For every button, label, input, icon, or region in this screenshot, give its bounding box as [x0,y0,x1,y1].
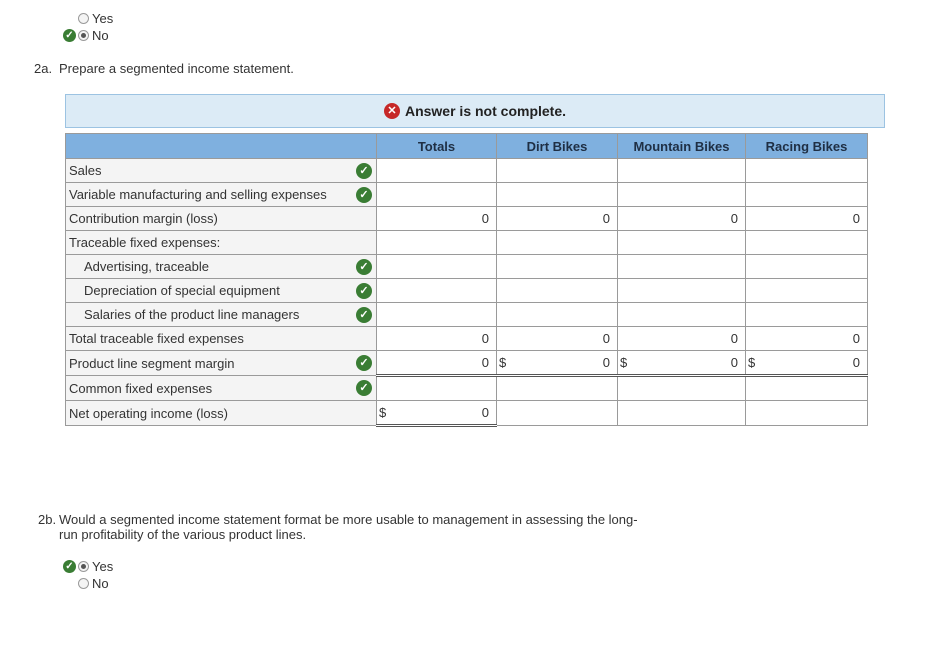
check-icon: ✓ [356,380,372,396]
table-row [66,255,868,279]
row-label-text: Variable manufacturing and selling expenses [69,187,327,202]
amount-value: 0 [481,405,489,420]
question-number: 2a. [34,61,53,76]
check-icon: ✓ [356,283,372,299]
q2b-option-no[interactable] [78,575,109,591]
question-number: 2b. [38,512,57,527]
amount-input-cell[interactable] [377,327,497,351]
answer-status-text: Answer is not complete. [404,103,567,119]
amount-input-cell[interactable] [377,351,497,376]
amount-value: 0 [481,355,489,370]
header-blank [66,134,377,159]
row-label-text: Product line segment margin [69,355,235,371]
table-row [66,401,868,426]
row-label-text: Advertising, traceable [84,259,210,274]
amount-input-cell[interactable] [497,231,618,255]
amount-input-cell[interactable] [618,279,746,303]
amount-input-cell[interactable] [618,207,746,231]
amount-input-cell[interactable] [497,159,618,183]
amount-input-cell[interactable] [618,376,746,401]
amount-input-cell[interactable] [746,255,868,279]
amount-input-cell[interactable] [377,303,497,327]
currency-symbol: $ [620,355,628,370]
amount-value: 0 [852,211,860,226]
q2b-option-yes[interactable] [63,558,113,574]
row-label-text: Salaries of the product line managers [84,307,300,322]
amount-input-cell[interactable] [618,183,746,207]
table-row [66,327,868,351]
q2b-no-radio[interactable] [78,578,89,589]
amount-value: 0 [730,355,738,370]
q1-option-yes[interactable] [78,10,113,26]
amount-input-cell[interactable] [746,207,868,231]
amount-value: 0 [602,331,610,346]
row-label [66,351,377,376]
row-label [66,327,377,351]
question-text-line1: Would a segmented income statement format be more usable to management in assessing the long- [59,512,638,527]
table-row [66,231,868,255]
amount-input-cell[interactable] [497,255,618,279]
row-label-text: Net operating income (loss) [69,405,228,421]
amount-value: 0 [602,355,610,370]
amount-value: 0 [852,331,860,346]
q2b-no-label: No [92,575,109,591]
amount-input-cell[interactable] [618,303,746,327]
row-label-text: Traceable fixed expenses: [69,235,221,250]
amount-input-cell[interactable] [497,303,618,327]
table-header-row [66,134,868,159]
check-icon: ✓ [356,355,372,371]
amount-input-cell[interactable] [618,401,746,426]
amount-input-cell[interactable] [377,231,497,255]
table-row [66,279,868,303]
amount-input-cell[interactable] [377,376,497,401]
amount-input-cell[interactable] [746,183,868,207]
amount-input-cell[interactable] [377,207,497,231]
row-label [66,303,377,327]
error-x-icon: ✕ [384,103,400,119]
amount-value: 0 [730,211,738,226]
currency-symbol: $ [748,355,756,370]
amount-input-cell[interactable] [746,351,868,376]
amount-input-cell[interactable] [618,351,746,376]
header-totals: Totals [377,134,497,159]
table-row [66,376,868,401]
amount-input-cell[interactable] [377,255,497,279]
amount-input-cell[interactable] [497,351,618,376]
table-row [66,207,868,231]
q2b-yes-label: Yes [92,558,114,574]
amount-input-cell[interactable] [497,279,618,303]
row-label [66,255,377,279]
amount-input-cell[interactable] [618,231,746,255]
amount-value: 0 [730,331,738,346]
row-label-text: Depreciation of special equipment [84,283,280,298]
amount-input-cell[interactable] [746,376,868,401]
table-row [66,159,868,183]
amount-input-cell[interactable] [497,376,618,401]
check-icon: ✓ [356,187,372,203]
q1-yes-radio[interactable] [78,13,89,24]
amount-input-cell[interactable] [746,279,868,303]
q2b-yes-radio[interactable] [78,561,89,572]
q1-yes-label: Yes [92,10,114,26]
amount-value: 0 [602,211,610,226]
amount-input-cell[interactable] [746,327,868,351]
row-label [66,279,377,303]
amount-input-cell[interactable] [618,255,746,279]
question-text: Prepare a segmented income statement. [59,61,294,76]
amount-value: 0 [481,211,489,226]
amount-input-cell[interactable] [377,401,497,426]
q1-option-no[interactable] [63,27,109,43]
currency-symbol: $ [499,355,507,370]
amount-value: 0 [481,331,489,346]
row-label [66,159,377,183]
amount-input-cell[interactable] [746,159,868,183]
amount-input-cell[interactable] [497,327,618,351]
amount-input-cell[interactable] [497,207,618,231]
row-label-text: Sales [69,163,102,178]
row-label [66,231,377,255]
row-label-text: Common fixed expenses [69,380,213,396]
check-icon: ✓ [356,163,372,179]
amount-input-cell[interactable] [497,401,618,426]
header-mountain-bikes: Mountain Bikes [618,134,746,159]
check-icon: ✓ [63,560,76,573]
row-label-text: Total traceable fixed expenses [69,331,244,346]
check-icon: ✓ [356,307,372,323]
row-label [66,376,377,401]
header-dirt-bikes: Dirt Bikes [497,134,618,159]
amount-input-cell[interactable] [618,159,746,183]
amount-input-cell[interactable] [497,183,618,207]
amount-value: 0 [852,355,860,370]
segmented-income-statement-table [65,133,868,427]
amount-input-cell[interactable] [746,303,868,327]
amount-input-cell[interactable] [746,231,868,255]
amount-input-cell[interactable] [377,279,497,303]
table-row [66,183,868,207]
amount-input-cell[interactable] [377,183,497,207]
check-icon: ✓ [356,259,372,275]
header-racing-bikes: Racing Bikes [746,134,868,159]
q1-no-label: No [92,27,109,43]
amount-input-cell[interactable] [618,327,746,351]
table-row [66,351,868,376]
row-label [66,183,377,207]
question-text-line2: run profitability of the various product lines. [59,527,307,542]
row-label-text: Contribution margin (loss) [69,211,218,226]
row-label [66,401,377,426]
amount-input-cell[interactable] [377,159,497,183]
currency-symbol: $ [379,405,387,420]
answer-status-banner [65,94,885,128]
amount-input-cell[interactable] [746,401,868,426]
row-label [66,207,377,231]
question-2b [38,512,738,544]
check-icon: ✓ [63,29,76,42]
question-2a [34,61,634,77]
table-row [66,303,868,327]
q1-no-radio[interactable] [78,30,89,41]
